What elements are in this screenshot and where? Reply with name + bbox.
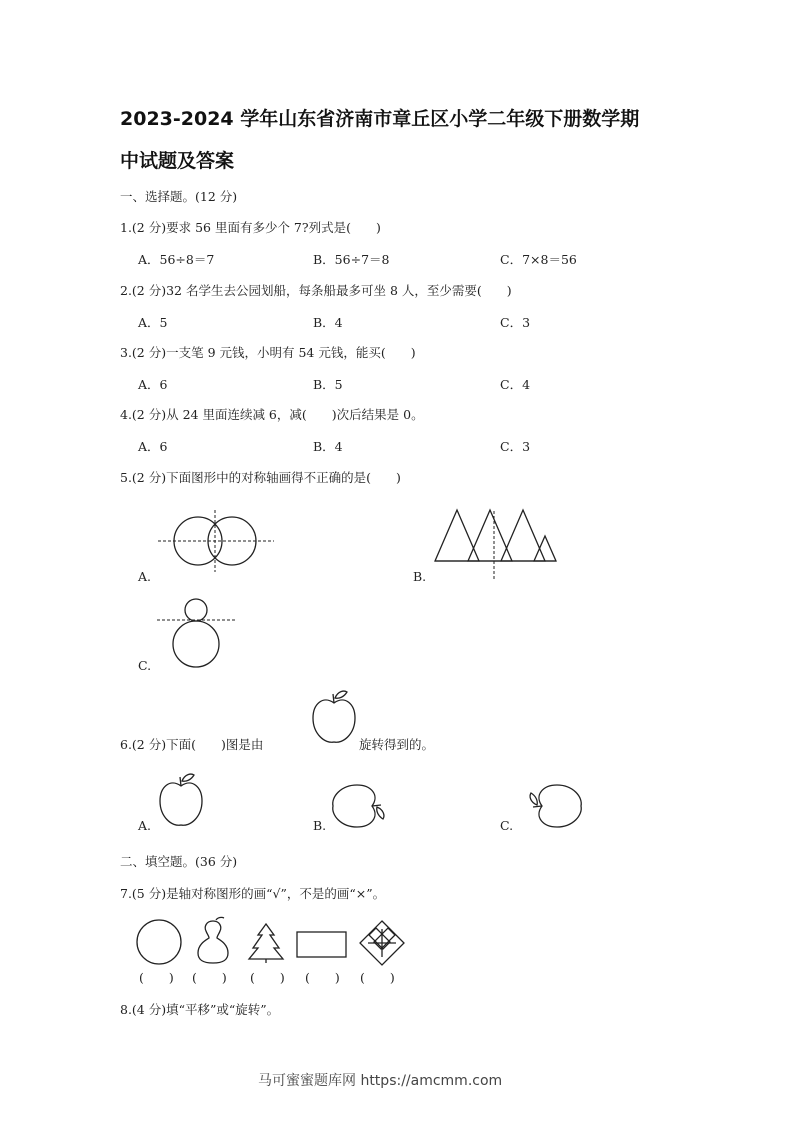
q7-blank-3[interactable]: ( ) bbox=[250, 970, 285, 985]
question-3-option-a: A．6 bbox=[138, 377, 168, 392]
page-title-line-1: 2023-2024 学年山东省济南市章丘区小学二年级下册数学期 bbox=[120, 108, 640, 130]
q7-circle-shape bbox=[137, 920, 181, 964]
q5-figure-a-overlapping-circles bbox=[150, 510, 280, 570]
question-6-option-c: C. bbox=[500, 818, 514, 833]
question-4-option-c: C．3 bbox=[500, 439, 531, 454]
question-2-option-c: C．3 bbox=[500, 315, 531, 330]
q6-option-a-apple-icon bbox=[158, 772, 208, 830]
q7-diamond-knot-shape bbox=[360, 921, 404, 965]
q6-option-c-apple-icon bbox=[520, 780, 585, 832]
question-7-stem: 7.(5 分)是轴对称图形的画“√”，不是的画“×”。 bbox=[120, 886, 386, 901]
q7-gourd-shape bbox=[198, 917, 228, 963]
question-6-stem-after: 旋转得到的。 bbox=[359, 737, 435, 752]
q7-blank-1[interactable]: ( ) bbox=[139, 970, 174, 985]
question-6-option-a: A. bbox=[138, 818, 152, 833]
question-2-option-a: A．5 bbox=[138, 315, 168, 330]
page-title-line-2: 中试题及答案 bbox=[120, 150, 235, 172]
question-1-option-a: A．56÷8＝7 bbox=[138, 252, 215, 267]
q7-rectangle-shape bbox=[297, 932, 346, 957]
question-5-option-c: C. bbox=[138, 658, 152, 673]
question-4-option-a: A．6 bbox=[138, 439, 168, 454]
question-1-option-b: B．56÷7＝8 bbox=[313, 252, 390, 267]
question-5-option-a: A. bbox=[138, 569, 152, 584]
q7-blank-5[interactable]: ( ) bbox=[360, 970, 395, 985]
q7-blank-4[interactable]: ( ) bbox=[305, 970, 340, 985]
question-1-stem: 1.(2 分)要求 56 里面有多少个 7?列式是( ) bbox=[120, 220, 381, 235]
question-5-stem: 5.(2 分)下面图形中的对称轴画得不正确的是( ) bbox=[120, 470, 401, 485]
question-6-stem-before: 6.(2 分)下面( )图是由 bbox=[120, 737, 264, 752]
question-2-stem: 2.(2 分)32 名学生去公园划船，每条船最多可坐 8 人，至少需要( ) bbox=[120, 283, 512, 298]
question-2-option-b: B．4 bbox=[313, 315, 343, 330]
question-8-stem: 8.(4 分)填“平移”或“旋转”。 bbox=[120, 1002, 280, 1017]
question-3-option-b: B．5 bbox=[313, 377, 343, 392]
q7-shapes-row bbox=[136, 917, 411, 967]
question-1-option-c: C．7×8＝56 bbox=[500, 252, 577, 267]
section-1-heading: 一、选择题。(12 分) bbox=[120, 189, 238, 204]
q7-tree-shape bbox=[249, 924, 283, 963]
question-4-option-b: B．4 bbox=[313, 439, 343, 454]
question-5-option-b: B. bbox=[413, 569, 427, 584]
q5-figure-c-snowman bbox=[155, 597, 245, 672]
q6-reference-apple-icon bbox=[311, 688, 361, 748]
question-3-option-c: C．4 bbox=[500, 377, 531, 392]
footer-source-link[interactable]: 马可蜜蜜题库网 https://amcmm.com bbox=[258, 1073, 503, 1089]
q7-blank-2[interactable]: ( ) bbox=[192, 970, 227, 985]
section-2-heading: 二、填空题。(36 分) bbox=[120, 854, 238, 869]
question-4-stem: 4.(2 分)从 24 里面连续减 6，减( )次后结果是 0。 bbox=[120, 407, 424, 422]
question-3-stem: 3.(2 分)一支笔 9 元钱，小明有 54 元钱，能买( ) bbox=[120, 345, 416, 360]
q5-figure-b-triangles bbox=[430, 508, 560, 583]
question-6-option-b: B. bbox=[313, 818, 327, 833]
q6-option-b-apple-icon bbox=[330, 780, 395, 832]
